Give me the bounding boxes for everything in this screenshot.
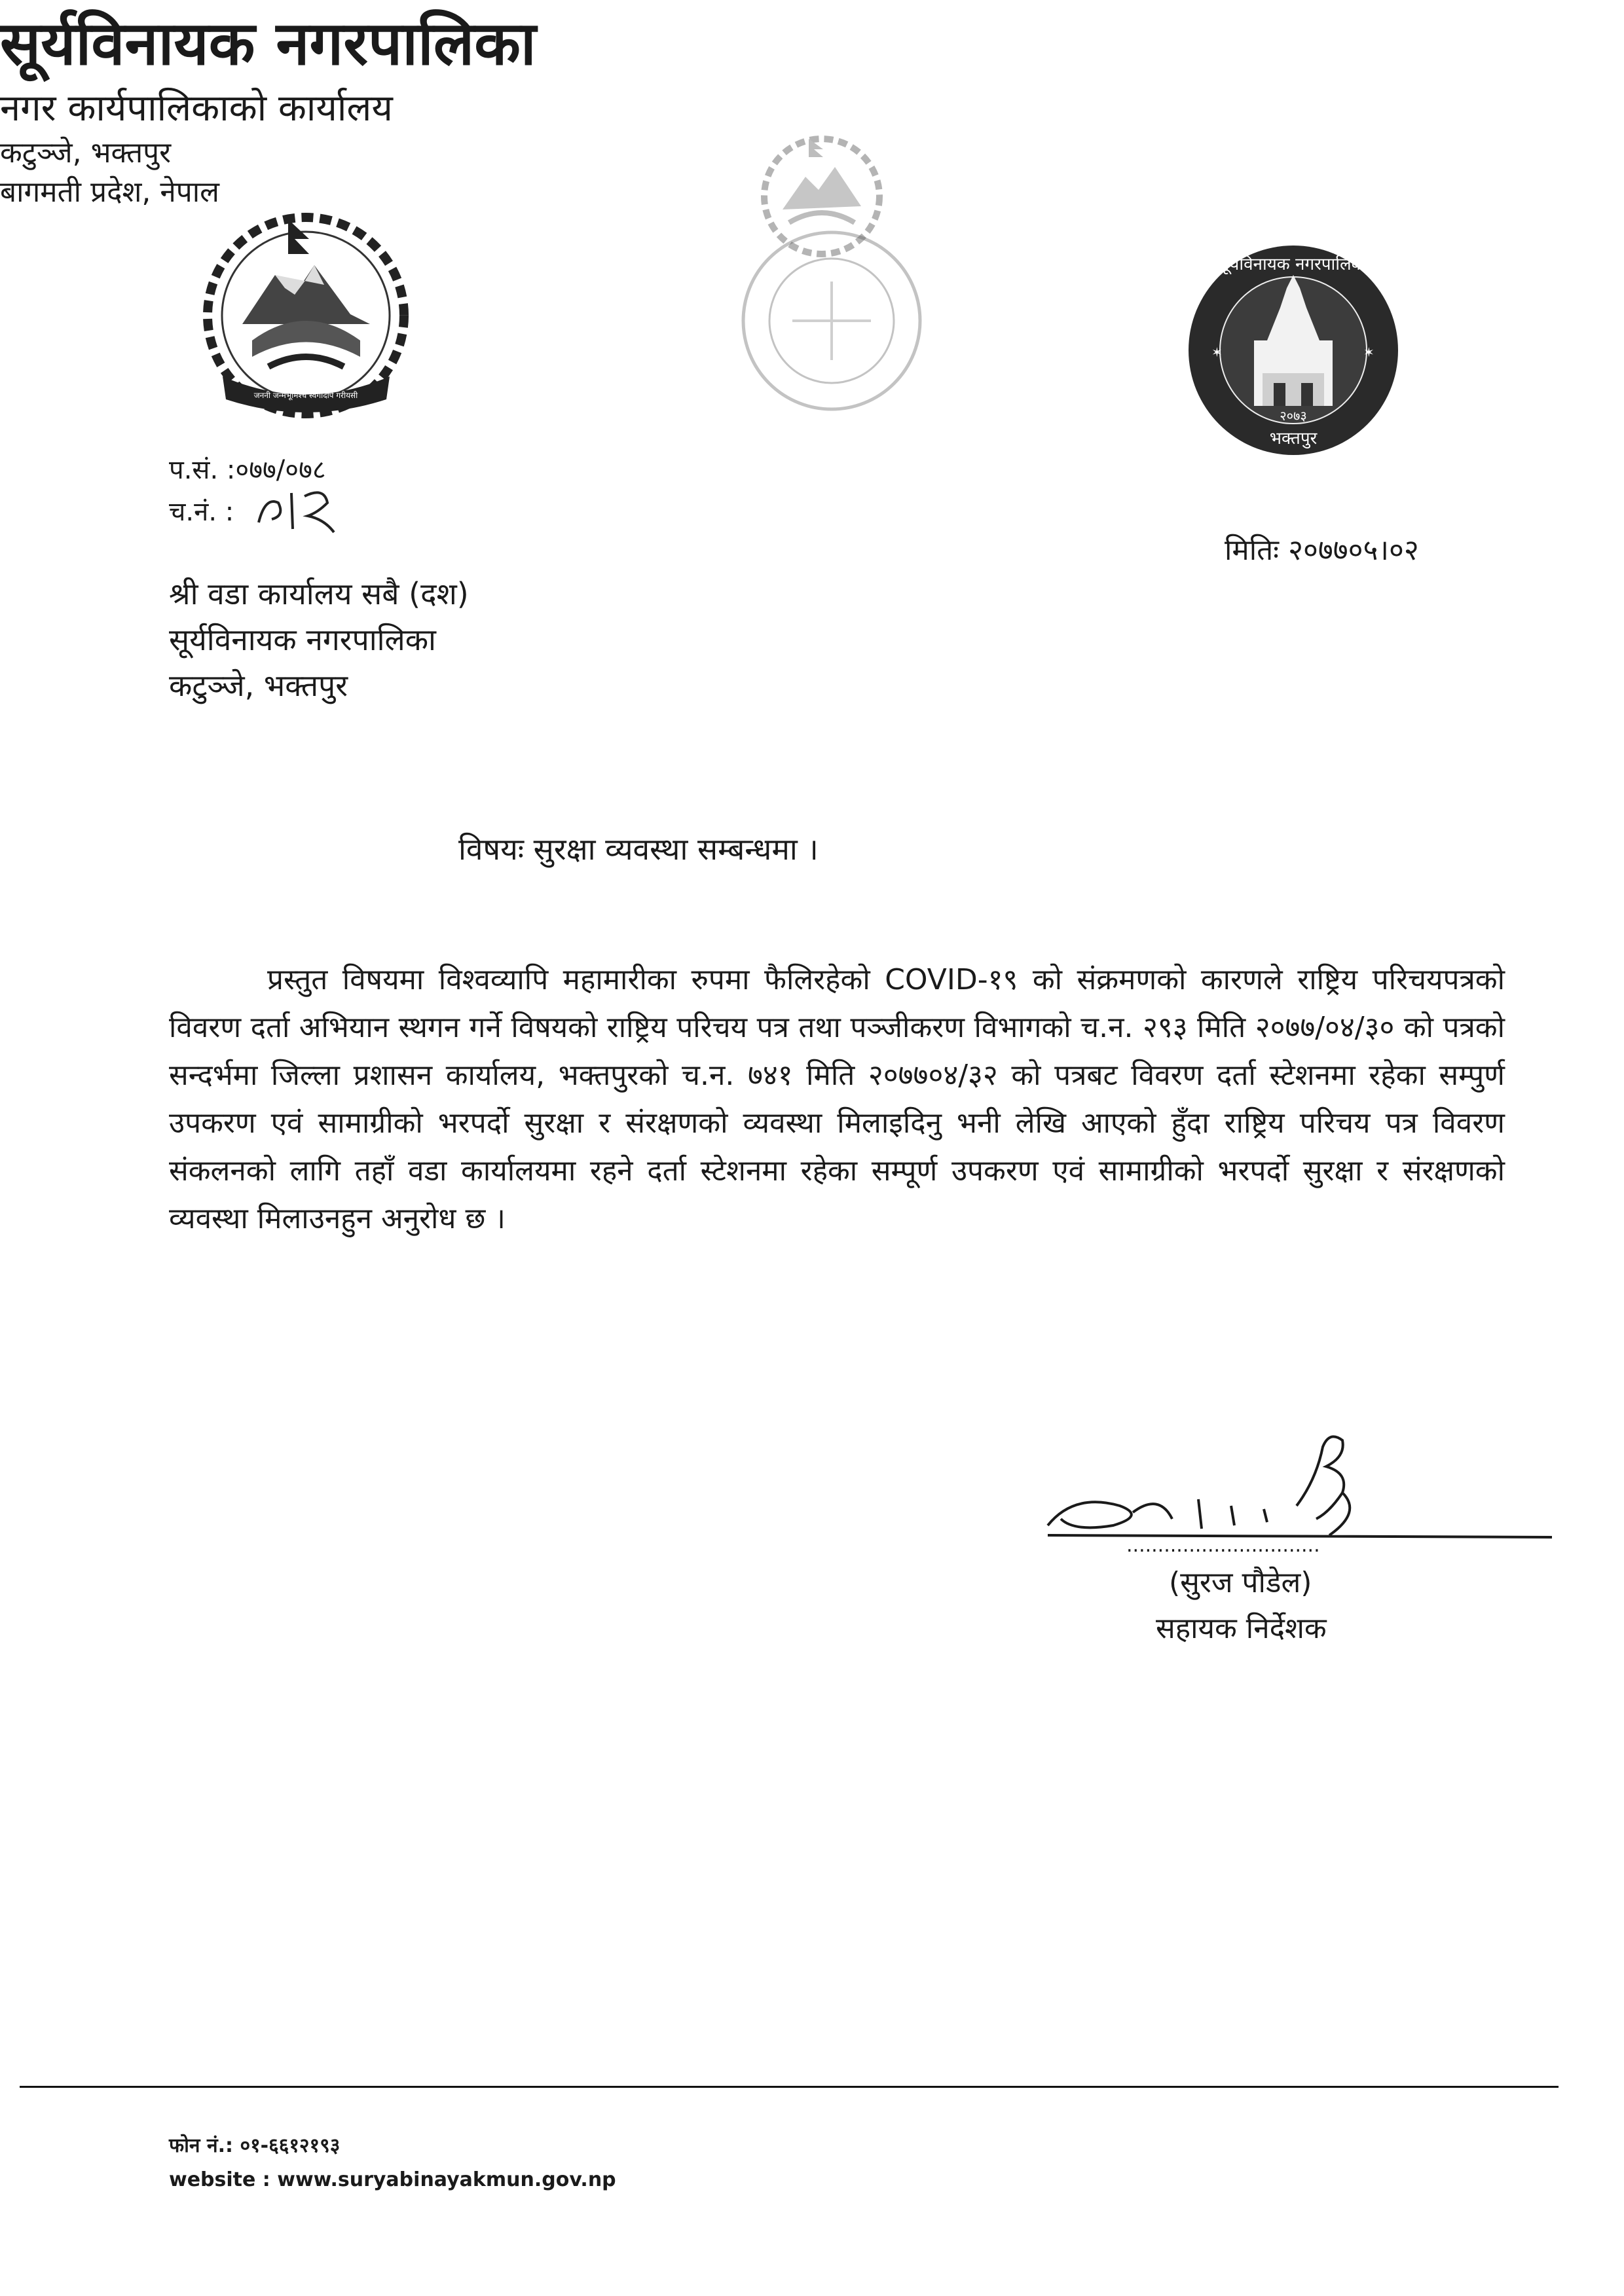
- letter-subject: विषयः सुरक्षा व्यवस्था सम्बन्धमा ।: [458, 831, 819, 867]
- reference-label: प.सं. :: [169, 455, 236, 485]
- dispatch-number-handwritten: [252, 483, 350, 538]
- signature-icon: [1035, 1421, 1559, 1567]
- office-name: सूर्यविनायक नगरपालिका: [0, 9, 536, 79]
- recipient-line2: सूर्यविनायक नगरपालिका: [169, 622, 436, 657]
- dispatch-number: [169, 492, 234, 528]
- recipient-line1: श्री वडा कार्यालय सबै (दश): [169, 576, 469, 611]
- logo-place-text: भक्तपुर: [1269, 429, 1318, 448]
- dispatch-label: च.नं. :: [169, 497, 234, 527]
- office-address-line2: बागमती प्रदेश, नेपाल: [0, 175, 219, 209]
- municipality-logo-icon: [1185, 242, 1401, 458]
- logo-ring-text: सूर्यविनायक नगरपालिका: [1217, 255, 1369, 274]
- office-subtitle: नगर कार्यपालिकाको कार्यालय: [0, 87, 393, 130]
- svg-text:✶: ✶: [1211, 344, 1223, 360]
- recipient-line3: कटुञ्जे, भक्तपुर: [169, 668, 348, 703]
- logo-year-text: २०७३: [1280, 408, 1307, 424]
- footer-phone: फोन नं.: ०१-६६१२१९३: [169, 2134, 341, 2157]
- emblem-ribbon-text: जननी जन्मभूमिश्च स्वर्गादपि गरीयसी: [253, 391, 358, 400]
- signer-name: (सुरज पौडेल): [1169, 1566, 1312, 1599]
- footer-divider: [20, 2086, 1559, 2088]
- signer-title: सहायक निर्देशक: [1156, 1612, 1327, 1645]
- reference-value: ०७७/०७८: [235, 455, 326, 485]
- date-value: २०७७०५।०२: [1288, 534, 1419, 567]
- letter-body: प्रस्तुत विषयमा विश्वव्यापि महामारीका रुपमा फैलिरहेको COVID-१९ को संक्रमणको कारणले राष्ट्रिय परिचयपत्रको विवरण दर्ता अभियान स्थगन गर्ने विषयको राष्ट्रिय परिचय पत्र तथा पञ्जीकरण विभागको च.न. २९३ मिति २०७७/०४/३० को पत्रको सन्दर्भमा जिल्ला प्रशासन कार्यालय, भक्तपुरको च.न. ७४१ मिति २०७७०४/३२ को पत्रबट विवरण दर्ता स्टेशनमा रहेका सम्पुर्ण उपकरण एवं सामाग्रीको भरपर्दो सुरक्षा र संरक्षणको व्यवस्था मिलाइदिनु भनी लेखि आएको हुँदा राष्ट्रिय परिचय पत्र विवरण संकलनको लागि तहाँ वडा कार्यालयमा रहने दर्ता स्टेशनमा रहेका सम्पूर्ण उपकरण एवं सामाग्रीको भरपर्दो सुरक्षा र संरक्षणको व्यवस्था मिलाउनहुन अनुरोध छ ।: [169, 963, 1505, 1235]
- office-address-line1: कटुञ्जे, भक्तपुर: [0, 136, 172, 170]
- nepal-emblem-icon: [196, 203, 416, 422]
- svg-text:✶: ✶: [1363, 344, 1375, 360]
- letter-date: [1225, 529, 1419, 568]
- office-round-stamp-icon: [733, 223, 930, 419]
- reference-number: [169, 450, 326, 486]
- footer-website: website : www.suryabinayakmun.gov.np: [169, 2168, 616, 2191]
- signature-dotted-line: ...............................: [1126, 1534, 1320, 1557]
- date-label: मितिः: [1225, 534, 1280, 567]
